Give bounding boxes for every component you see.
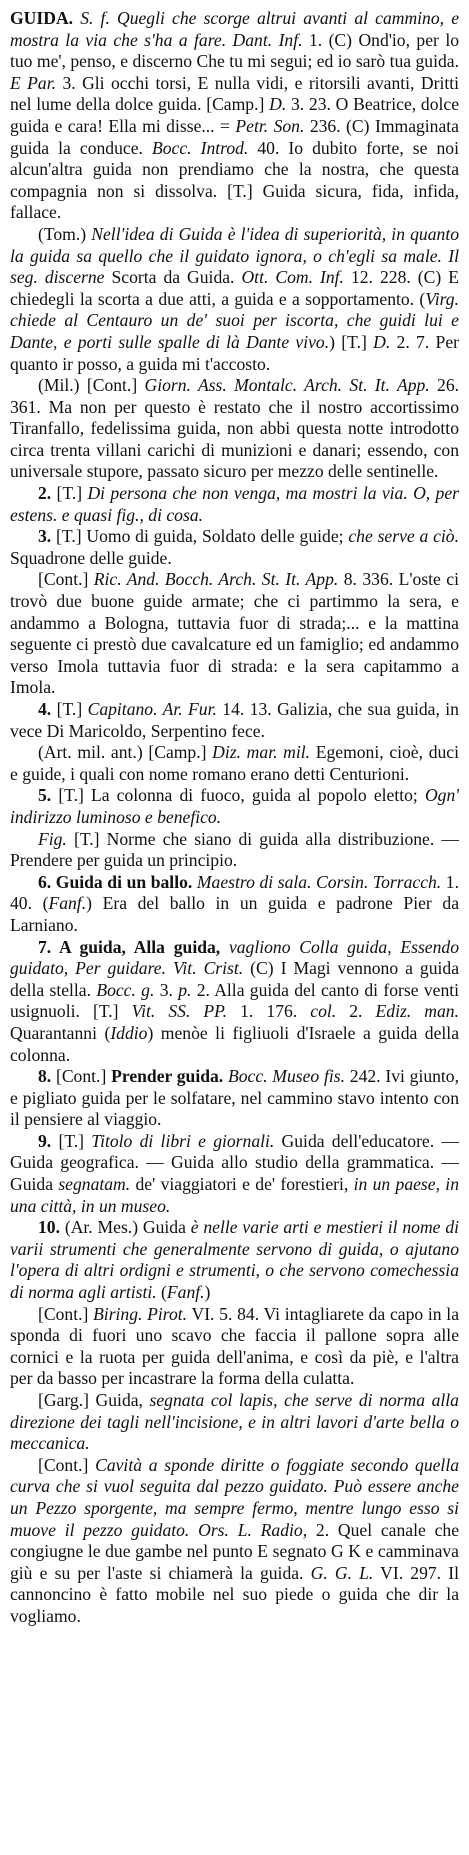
italic-text: Iddio: [110, 1022, 148, 1043]
body-text: 242. Ivi giunto, e pigliato guida per le solfatare, nel cammino stavo intento con il pensiere al viaggio.: [10, 1066, 460, 1130]
sense-marker: 2.: [38, 483, 52, 504]
body-text: Quarantanni (: [10, 1022, 111, 1043]
entry-paragraph: [10, 375, 459, 483]
italic-text: Ediz. man.: [375, 1001, 460, 1022]
body-text: [Cont.]: [38, 1303, 94, 1324]
body-text: 2. 7. Per quanto ir posso, a guida mi t'accosto.: [10, 331, 459, 374]
body-text: 1. 40. (: [10, 871, 459, 914]
body-text: [T.] Uomo di guida, Soldato delle guide;: [51, 526, 349, 547]
italic-text: Petr. Son.: [235, 115, 305, 136]
entry-paragraph: [10, 742, 459, 785]
body-text: [Cont.]: [51, 1066, 112, 1087]
body-text: [T.]: [51, 699, 88, 719]
entry-paragraph: [10, 1304, 459, 1390]
body-text: (Mil.) [Cont.]: [38, 375, 145, 396]
body-text: ) [T.]: [329, 331, 374, 352]
body-text: (Art. mil. ant.) [Camp.]: [38, 742, 213, 763]
italic-text: Fanf.: [166, 1282, 205, 1303]
italic-text: D.: [269, 94, 287, 115]
entry-paragraph: [10, 872, 459, 937]
body-text: ): [204, 1282, 211, 1303]
body-text: 40. Io dubito forte, se noi alcun'altra guida non prendiamo che la nostra, che questa compagnia non si dissolva. [T.] Guida sicura, fida, infida, fallace.: [10, 137, 459, 223]
sense-marker: 9.: [38, 1130, 52, 1151]
italic-text: Biring. Pirot.: [93, 1303, 188, 1324]
italic-text: Titolo di libri e giornali.: [91, 1130, 275, 1151]
italic-text: Vit. SS. PP.: [131, 1001, 228, 1022]
body-text: [T.]: [51, 1130, 92, 1151]
entry-paragraph: [10, 1455, 459, 1628]
body-text: Guida dell'educatore. — Guida geografica. — Guida allo studio della grammatica. — Guida: [10, 1130, 459, 1195]
entry-paragraph: [10, 785, 459, 828]
body-text: 3. Gli occhi torsi, E nulla vidi, e ritorsili avanti, Dritti nel lume della dolce guida. [Camp.]: [10, 72, 459, 115]
entry-paragraph: [10, 8, 459, 224]
sense-marker: 10.: [38, 1217, 60, 1238]
body-text: 1. (C) Ond'io, per lo tuo me', penso, e discerno Che tu mi segui; ed io sarò tua guida.: [10, 29, 460, 72]
body-text: [T.] Norme che siano di guida alla distribuzione. — Prendere per guida un principio.: [10, 828, 459, 871]
sense-marker: Prender guida.: [111, 1066, 224, 1087]
body-text: [Cont.]: [38, 1454, 96, 1475]
italic-text: Nell'idea di Guida è l'idea di superiorità, in quanto la guida sa quello che il guidato ignora, o ch'egli sa male. Il seg. discerne: [10, 223, 460, 288]
italic-text: in un paese, in una città, in un museo.: [10, 1174, 459, 1216]
entry-paragraph: [10, 937, 459, 1067]
body-text: Scorta da Guida.: [104, 267, 242, 288]
body-text: 2. Alla guida del canto di forse venti usignuoli. [T.]: [10, 979, 460, 1022]
italic-text: D.: [373, 331, 391, 352]
italic-text: che serve a ciò.: [348, 526, 460, 547]
italic-text: segnata col lapis, che serve di norma alla direzione dei tagli nell'incisione, e in altri lavori d'arte bella o meccanica.: [10, 1390, 459, 1454]
italic-text: Capitano. Ar. Fur.: [87, 699, 217, 719]
italic-text: E Par.: [10, 72, 57, 93]
body-text: 3.: [154, 979, 179, 1000]
body-text: 12. 228. (C) E chiedegli la scorta a due atti, a guida e a sopportamento. (: [10, 267, 459, 309]
body-text: 8. 336. L'oste ci trovò due buone guide armate; che ci partimmo la sera, e andammo a Bologna, tuttavia fuor di strada;... e la mattina seguente ci prestò due cavalcature ed un famiglio; ed andammo verso Imola tuttavia fuor di strada: e la sera capitammo a Imola.: [10, 569, 459, 698]
body-text: 2. Quel canale che congiugne le due gambe nel punto E segnato G K e camminava giù e su per l'aste si chiamerà la guida.: [10, 1519, 460, 1583]
body-text: 2.: [336, 1001, 376, 1022]
italic-text: Virg. chiede al Centauro un de' suoi per iscorta, che guidi lui e Dante, e porti sulle spalle di là Dante vivo.: [10, 288, 459, 352]
italic-text: Di persona che non venga, ma mostri la via. O, per estens. e quasi fig., di cosa.: [10, 483, 459, 525]
body-text: (C) I Magi vennono a guida della stella.: [10, 958, 460, 1000]
italic-text: Ogn' indirizzo luminoso e benefico.: [10, 785, 459, 827]
italic-text: Bocc. Museo fis.: [227, 1066, 346, 1087]
body-text: 26. 361. Ma non per questo è restato che il nostro accortissimo Tiranfallo, fedelissima guida, non abbi questa notte introdotto circa trenta villani carichi di munizioni e danari; essendo, con universale stupore, passato sicuro per mezzo delle sentinelle.: [10, 375, 460, 482]
italic-text: p.: [178, 979, 192, 1000]
body-text: [Garg.] Guida,: [38, 1390, 150, 1410]
italic-text: S. f. Quegli che scorge altrui avanti al cammino, e mostra la via che s'ha a fare. Dant. Inf.: [10, 8, 460, 50]
italic-text: Giorn. Ass. Montalc. Arch. St. It. App.: [144, 375, 430, 396]
italic-text: Diz. mar. mil.: [212, 742, 311, 763]
italic-text: segnatam.: [58, 1174, 131, 1195]
sense-marker: 5.: [38, 785, 52, 806]
body-text: ) Era del ballo in un guida e padrone Pier da Larniano.: [10, 893, 459, 935]
body-text: (: [156, 1282, 167, 1303]
entry-paragraph: [10, 569, 459, 699]
italic-text: vagliono Colla guida, Essendo guidato, Per guidare. Vit. Crist.: [10, 936, 460, 979]
italic-text: G. G. L.: [310, 1562, 374, 1583]
headword: GUIDA.: [10, 8, 74, 28]
body-text: [220, 937, 229, 957]
italic-text: Bocc. Introd.: [151, 137, 249, 158]
sense-marker: 8.: [38, 1066, 52, 1087]
body-text: Squadrone delle guide.: [10, 547, 172, 568]
sense-marker: 4.: [38, 699, 52, 719]
italic-text: Bocc. g.: [96, 979, 155, 1000]
italic-text: Cavità a sponde diritte o foggiate secondo quella curva che si vuol seguita dal pezzo guidato. Può essere anche un Pezzo sporgente, ma sempre fermo, mentre lungo esso si muove il pezzo guidato. Ors. L. Radio,: [10, 1454, 460, 1540]
dictionary-entry-guida: [10, 8, 459, 1628]
entry-paragraph: [10, 1066, 459, 1131]
body-text: [Cont.]: [38, 569, 94, 590]
sense-marker: 7. A guida, Alla guida,: [38, 936, 221, 957]
body-text: 236. (C) Immaginata guida la conduce.: [10, 115, 459, 158]
entry-paragraph: [10, 829, 459, 872]
body-text: 14. 13. Galizia, che sua guida, in vece Di Maricoldo, Serpentino fece.: [10, 699, 459, 741]
entry-paragraph: [10, 224, 459, 375]
body-text: [T.]: [51, 483, 88, 504]
entry-paragraph: [10, 699, 459, 742]
italic-text: è nelle varie arti e mestieri il nome di varii strumenti che generalmente servono di guida, o ajutano l'opera di altri ordigni e strumenti, o che servono comechessia di norma agli artisti.: [10, 1217, 459, 1303]
italic-text: col.: [310, 1001, 337, 1022]
entry-paragraph: [10, 1131, 459, 1217]
body-text: de' viaggiatori e de' forestieri,: [130, 1174, 354, 1195]
sense-marker: 6. Guida di un ballo.: [38, 871, 193, 892]
body-text: Egemoni, cioè, duci e guide, i quali con nome romano erano detti Centurioni.: [10, 742, 459, 784]
entry-paragraph: [10, 526, 459, 569]
italic-text: Maestro di sala. Corsin. Torracch.: [196, 871, 442, 892]
body-text: (Tom.): [38, 223, 92, 244]
body-text: ) menòe li figliuoli d'Israele a guida della colonna.: [10, 1022, 459, 1065]
sense-marker: 3.: [38, 526, 52, 547]
body-text: VI. 5. 84. Vi intagliarete da capo in la sponda di fuori uno scavo che faccia il pallone sopra alle cornici e la ruota per guida dell'anima, e così da piè, e l'altra per da basso per incastrare la forma della culatta.: [10, 1303, 459, 1389]
body-text: VI. 297. Il cannoncino è fatto mobile nel suo piede o guida che dir la vogliamo.: [10, 1562, 459, 1626]
italic-text: Ric. And. Bocch. Arch. St. It. App.: [93, 569, 339, 590]
italic-text: Fanf.: [48, 893, 87, 914]
italic-text: Fig.: [38, 828, 67, 849]
body-text: [T.] La colonna di fuoco, guida al popolo eletto;: [51, 785, 425, 806]
entry-paragraph: [10, 483, 459, 526]
italic-text: Ott. Com. Inf.: [241, 267, 344, 288]
body-text: 1. 176.: [227, 1001, 311, 1022]
body-text: (Ar. Mes.) Guida: [60, 1217, 191, 1238]
body-text: 3. 23. O Beatrice, dolce guida e cara! Ella mi disse... =: [10, 94, 459, 136]
entry-paragraph: [10, 1390, 459, 1455]
entry-paragraph: [10, 1217, 459, 1303]
